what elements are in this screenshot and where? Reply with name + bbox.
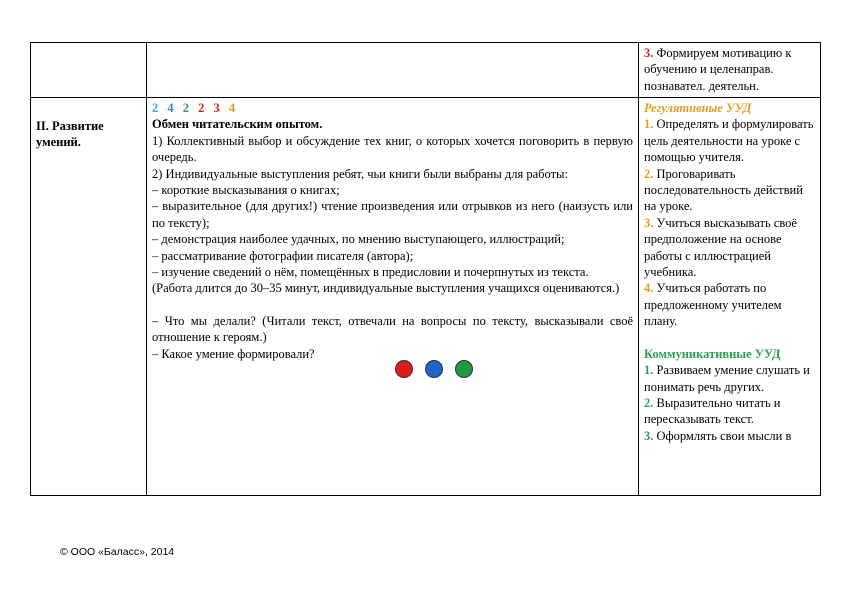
- uud-text: Формируем мотивацию к обучению и целенаправ. познавател. деятельн.: [644, 46, 792, 93]
- list-item: – изучение сведений о нём, помещённых в предисловии и почерпнутых из текста.: [152, 265, 589, 280]
- content-cell: [147, 98, 639, 496]
- lesson-table-container: [30, 42, 820, 496]
- table-row: [31, 98, 821, 496]
- content-cell: [147, 43, 639, 98]
- list-item: – выразительное (для других!) чтение произведения или отрывков из него (наизусть или по тексту);: [152, 199, 633, 230]
- uud-item: 1. Развиваем умение слушать и понимать речь других.: [644, 363, 810, 394]
- code: 2: [198, 101, 205, 115]
- red-circle-icon: [395, 360, 413, 378]
- lesson-table: [30, 42, 821, 496]
- uud-item: 2. Проговаривать последовательность действий на уроке.: [644, 166, 803, 214]
- question: – Что мы делали? (Читали текст, отвечали на вопросы по тексту, высказывали своё отношение к героям.): [152, 313, 633, 345]
- activity-codes: [152, 100, 633, 116]
- item-number: 3.: [644, 46, 654, 60]
- code: 4: [167, 101, 174, 115]
- stage-cell: [31, 98, 147, 496]
- code: 2: [182, 101, 189, 115]
- green-circle-icon: [455, 360, 473, 378]
- list-item: – короткие высказывания о книгах;: [152, 183, 340, 198]
- code: 4: [228, 101, 236, 115]
- list-item: – рассматривание фотографии писателя (автора);: [152, 248, 414, 263]
- question: – Какое умение формировали?: [152, 346, 315, 361]
- list-item: – демонстрация наиболее удачных, по мнению выступающего, иллюстраций;: [152, 232, 565, 247]
- uud-item: 3. Оформлять свои мысли в: [644, 428, 792, 443]
- copyright-footer: © ООО «Баласс», 2014: [60, 546, 175, 558]
- uud-cell: [639, 43, 821, 98]
- uud-item: 2. Выразительно читать и пересказывать текст.: [644, 395, 781, 427]
- communicative-title: Коммуникативные УУД: [644, 346, 781, 361]
- blue-circle-icon: [425, 360, 443, 378]
- list-item: 1) Коллективный выбор и обсуждение тех книг, о которых хочется поговорить в первую очередь.: [152, 133, 633, 165]
- list-item: 2) Индивидуальные выступления ребят, чьи книги были выбраны для работы:: [152, 166, 568, 181]
- table-row: [31, 43, 821, 98]
- stage-cell: [31, 43, 147, 98]
- section-heading: Обмен читательским опытом.: [152, 117, 323, 132]
- regulative-title: Регулятивные УУД: [644, 101, 752, 115]
- list-item: (Работа длится до 30–35 минут, индивидуальные выступления учащихся оцениваются.): [152, 281, 620, 296]
- uud-cell: [639, 98, 821, 496]
- uud-item: 4. Учиться работать по предложенному учителем плану.: [644, 281, 782, 329]
- stage-title: II. Развитие умений.: [36, 119, 104, 149]
- code: 3: [213, 101, 220, 115]
- uud-item: 1. Определять и формулировать цель деятельности на уроке с помощью учителя.: [644, 117, 814, 165]
- uud-item: 3. Учиться высказывать своё предположение на основе работы с иллюстрацией учебника.: [644, 215, 797, 280]
- code: 2: [152, 101, 159, 115]
